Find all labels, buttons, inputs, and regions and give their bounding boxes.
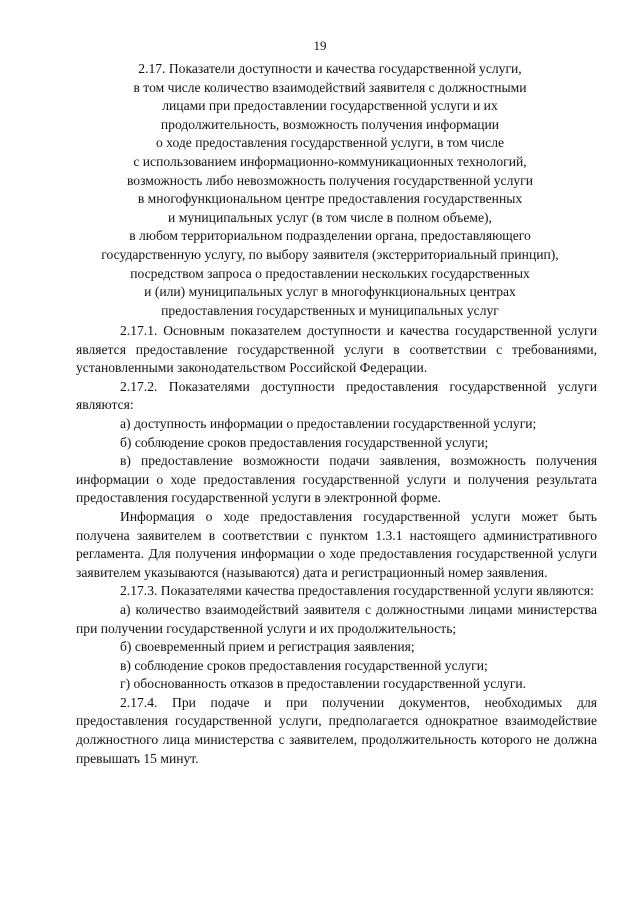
heading-line: в том числе количество взаимодействий заявителя с должностными <box>133 79 527 95</box>
heading-line: с использованием информационно-коммуникационных технологий, <box>133 153 527 169</box>
list-item: в) соблюдение сроков предоставления государственной услуги; <box>120 657 488 673</box>
document-body <box>76 322 597 768</box>
list-item: а) доступность информации о предоставлении государственной услуги; <box>120 415 537 431</box>
list-item: б) своевременный прием и регистрация заявления; <box>120 639 415 655</box>
list-item: г) обоснованность отказов в предоставлении государственной услуги. <box>120 676 527 692</box>
paragraph-info: Информация о ходе предоставления государственной услуги может быть получена заявителем в соответствии с пунктом 1.3.1 настоящего административного регламента. Для получения информации о ходе предоставления государственной услуги заявителем указываются (называются) дата и регистрационный номер заявления. <box>76 508 597 580</box>
heading-line: в многофункциональном центре предоставления государственных <box>137 191 523 207</box>
paragraph-2-17-4: 2.17.4. При подаче и при получении документов, необходимых для предоставления государственной услуги, предполагается однократное взаимодействие должностного лица министерства с заявителем, продолжительность которого не должна превышать 15 минут. <box>76 694 597 766</box>
heading-line: посредством запроса о предоставлении нескольких государственных <box>130 265 530 281</box>
list-item: а) количество взаимодействий заявителя с должностными лицами министерства при получении государственной услуги и их продолжительность; <box>76 601 597 636</box>
heading-line: и муниципальных услуг (в том числе в полном объеме), <box>168 209 492 225</box>
list-item: б) соблюдение сроков предоставления государственной услуги; <box>120 434 489 450</box>
heading-line: государственную услугу, по выбору заявителя (экстерриториальный принцип), <box>101 246 559 262</box>
heading-line: о ходе предоставления государственной услуги, в том числе <box>155 135 505 151</box>
paragraph-2-17-3: 2.17.3. Показателями качества предоставления государственной услуги являются: <box>120 583 594 599</box>
heading-line: возможность либо невозможность получения государственной услуги <box>126 172 534 188</box>
list-item: в) предоставление возможности подачи заявления, возможность получения информации о ходе предоставления государственной услуги и получения результата предоставления государственной услуги в электронной форме. <box>76 453 597 506</box>
paragraph-2-17-2: 2.17.2. Показателями доступности предоставления государственной услуги являются: <box>76 378 597 413</box>
heading-line: 2.17. Показатели доступности и качества государственной услуги, <box>138 61 522 76</box>
heading-line: и (или) муниципальных услуг в многофункциональных центрах <box>144 284 516 300</box>
heading-line: в любом территориальном подразделении органа, предоставляющего <box>129 228 531 244</box>
page-number: 19 <box>313 38 327 53</box>
section-heading <box>60 60 600 320</box>
heading-line: продолжительность, возможность получения информации <box>160 116 500 132</box>
paragraph-2-17-1: 2.17.1. Основным показателем доступности и качества государственной услуги является предоставление государственной услуги в соответствии с требованиями, установленными законодательством Российской Федерации. <box>76 323 597 376</box>
heading-line: лицами при предоставлении государственной услуги и их <box>162 98 498 114</box>
heading-line: предоставления государственных и муниципальных услуг <box>161 302 499 318</box>
